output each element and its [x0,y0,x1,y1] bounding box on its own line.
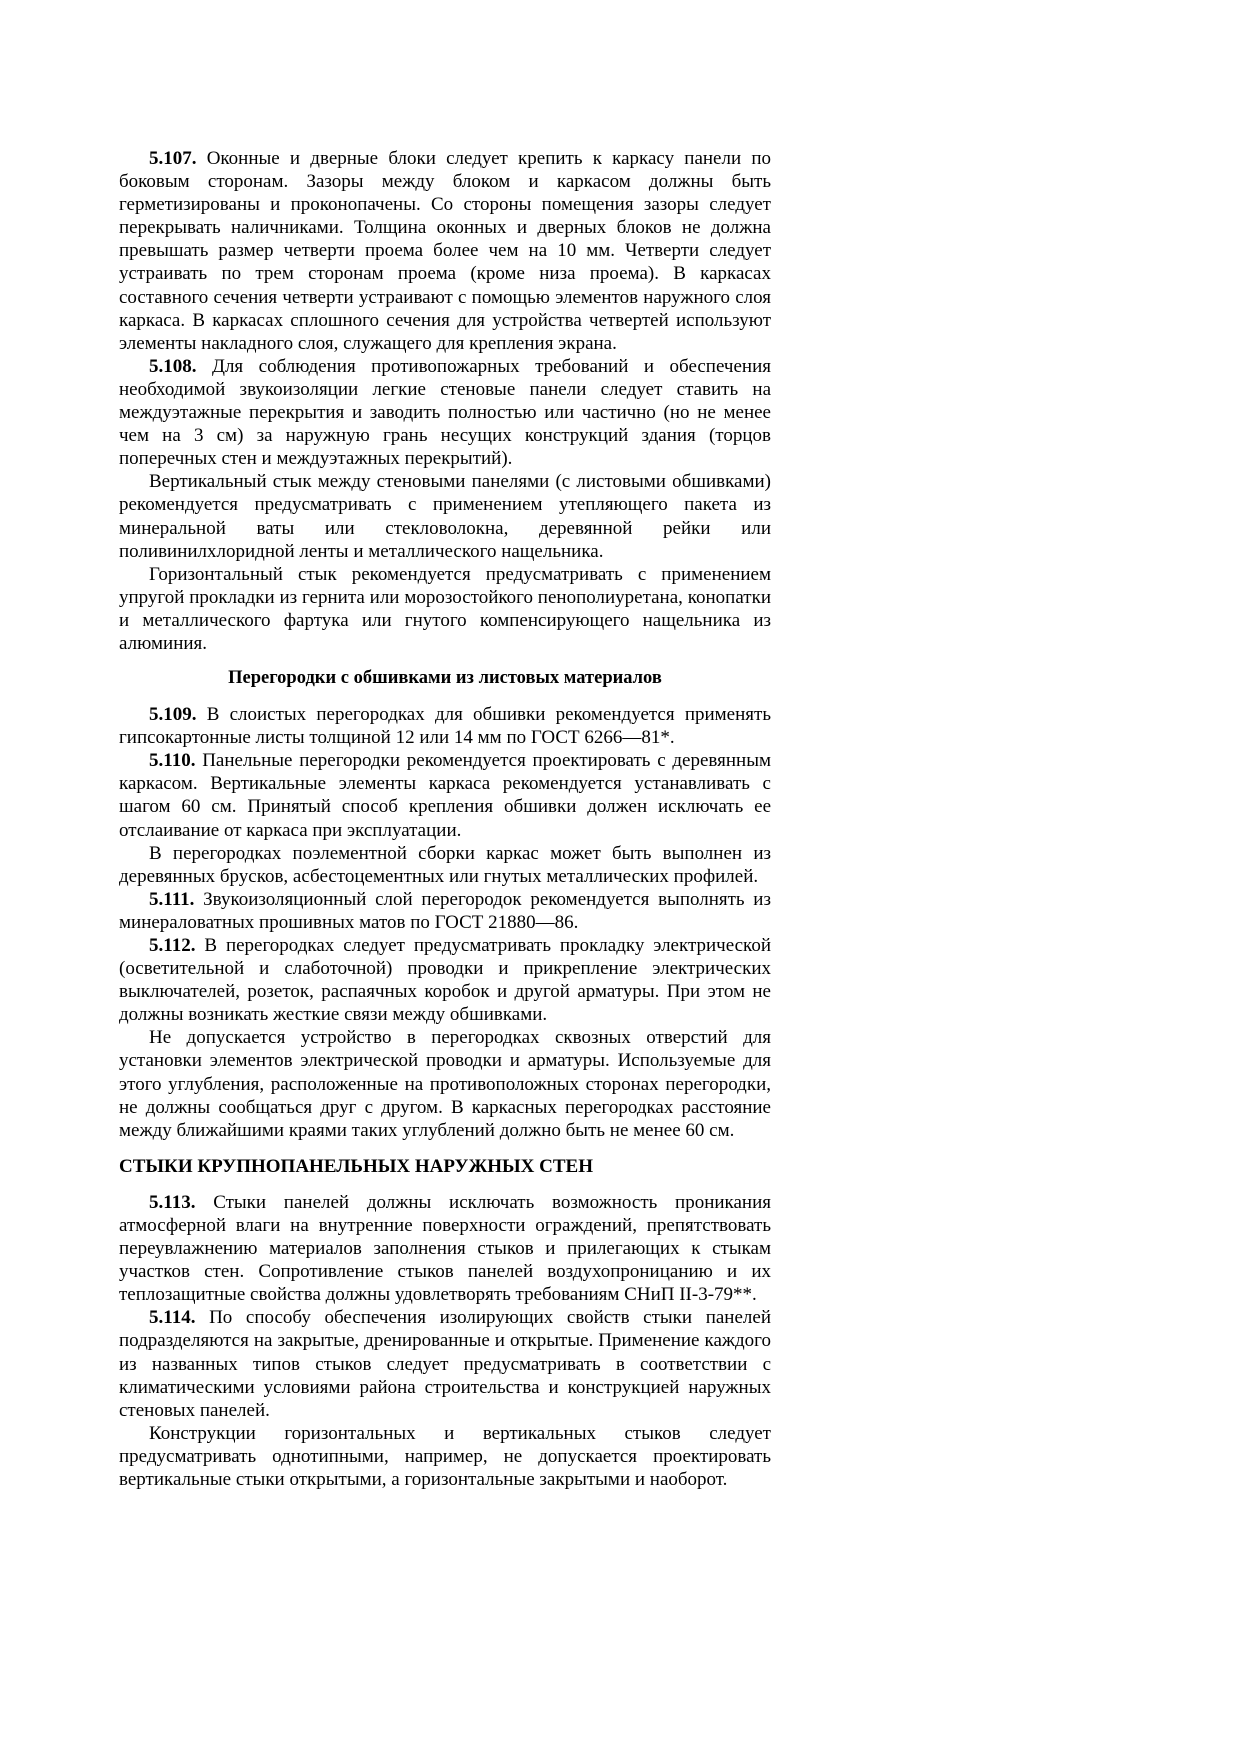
paragraph-text: Стыки панелей должны исключать возможность проникания атмосферной влаги на внутренние поверхности ограждений, препятствовать переувлажнению материалов заполнения стыков и прилегающих к стыкам участков стен. Сопротивление стыков панелей воздухопроницанию и их теплозащитные свойства должны удовлетворять требованиям СНиП II-3-79**. [119,1191,771,1306]
paragraph-element-assembly [119,842,771,888]
paragraph-text: В слоистых перегородках для обшивки рекомендуется применять гипсокартонные листы толщиной 12 или 14 мм по ГОСТ 6266—81*. [119,704,771,749]
clause-number: 5.107. [149,148,197,169]
paragraph-5-111 [119,888,771,934]
clause-number: 5.111. [149,888,195,910]
document-page [119,147,771,1491]
paragraph-5-113 [119,1191,771,1306]
section-heading: СТЫКИ КРУПНОПАНЕЛЬНЫХ НАРУЖНЫХ СТЕН [119,1155,593,1177]
paragraph-text: Конструкции горизонтальных и вертикальных стыков следует предусматривать однотипными, например, не допускается проектировать вертикальные стыки открытыми, а горизонтальные закрытыми и наоборот. [119,1422,771,1490]
paragraph-text: Для соблюдения противопожарных требований и обеспечения необходимой звукоизоляции легкие стеновые панели следует ставить на междуэтажные перекрытия и заводить полностью или частично (но не менее чем на 3 см) за наружную грань несущих конструкций здания (торцов поперечных стен и междуэтажных перекрытий). [119,355,771,470]
paragraph-text: В перегородках поэлементной сборки каркас может быть выполнен из деревянных брусков, асбестоцементных или гнутых металлических профилей. [119,842,771,887]
paragraph-horizontal-joint [119,563,771,655]
paragraph-vertical-joint [119,470,771,562]
paragraph-text: Горизонтальный стык рекомендуется предусматривать с применением упругой прокладки из гернита или морозостойкого пенополиуретана, конопатки и металлического фартука или гнутого компенсирующего нащельника из алюминия. [119,563,771,654]
section-subheading: Перегородки с обшивками из листовых материалов [228,668,662,689]
clause-number: 5.109. [149,704,197,726]
paragraph-text: Вертикальный стык между стеновыми панелями (с листовыми обшивками) рекомендуется предусматривать с применением утепляющего пакета из минеральной ваты или стекловолокна, деревянной рейки или поливинилхлоридной ленты и металлического нащельника. [119,471,771,562]
paragraph-5-109 [119,703,771,749]
clause-number: 5.108. [149,355,197,377]
paragraph-5-112 [119,934,771,1026]
paragraph-5-108 [119,355,771,470]
paragraph-joint-types [119,1422,771,1491]
paragraph-5-114 [119,1306,771,1421]
paragraph-text: Не допускается устройство в перегородках сквозных отверстий для установки элементов электрической проводки и арматуры. Используемые для этого углубления, расположенные на противоположных сторонах перегородки, не должны сообщаться друг с другом. В каркасных перегородках расстояние между ближайшими краями таких углублений должно быть не менее 60 см. [119,1027,771,1141]
paragraph-text: Оконные и дверные блоки следует крепить к каркасу панели по боковым сторонам. Зазоры между блоком и каркасом должны быть герметизированы и проконопачены. Со стороны помещения зазоры следует перекрывать наличниками. Толщина оконных и дверных блоков не должна превышать размер четверти проема более чем на 10 мм. Четверти следует устраивать по трем сторонам проема (кроме низа проема). В каркасах составного сечения четверти устраивают с помощью элементов наружного слоя каркаса. В каркасах сплошного сечения для устройства четвертей используют элементы накладного слоя, служащего для крепления экрана. [119,148,771,354]
paragraph-5-107 [119,147,771,355]
clause-number: 5.113. [149,1191,196,1213]
paragraph-5-110 [119,749,771,841]
clause-number: 5.112. [149,935,196,956]
clause-number: 5.114. [149,1307,196,1329]
paragraph-text: Панельные перегородки рекомендуется проектировать с деревянным каркасом. Вертикальные элементы каркаса рекомендуется устанавливать с шагом 60 см. Принятый способ крепления обшивки должен исключать ее отслаивание от каркаса при эксплуатации. [119,750,771,841]
paragraph-text: Звукоизоляционный слой перегородок рекомендуется выполнять из минераловатных прошивных матов по ГОСТ 21880—86. [119,888,771,933]
paragraph-text: В перегородках следует предусматривать прокладку электрической (осветительной и слаботочной) проводки и прикрепление электрических выключателей, розеток, распаячных коробок и другой арматуры. При этом не должны возникать жесткие связи между обшивками. [119,935,771,1026]
clause-number: 5.110. [149,750,196,772]
paragraph-through-holes [119,1026,771,1141]
paragraph-text: По способу обеспечения изолирующих свойств стыки панелей подразделяются на закрытые, дренированные и открытые. Применение каждого из названных типов стыков следует предусматривать в соответствии с климатическими условиями района строительства и конструкцией наружных стеновых панелей. [119,1307,771,1421]
